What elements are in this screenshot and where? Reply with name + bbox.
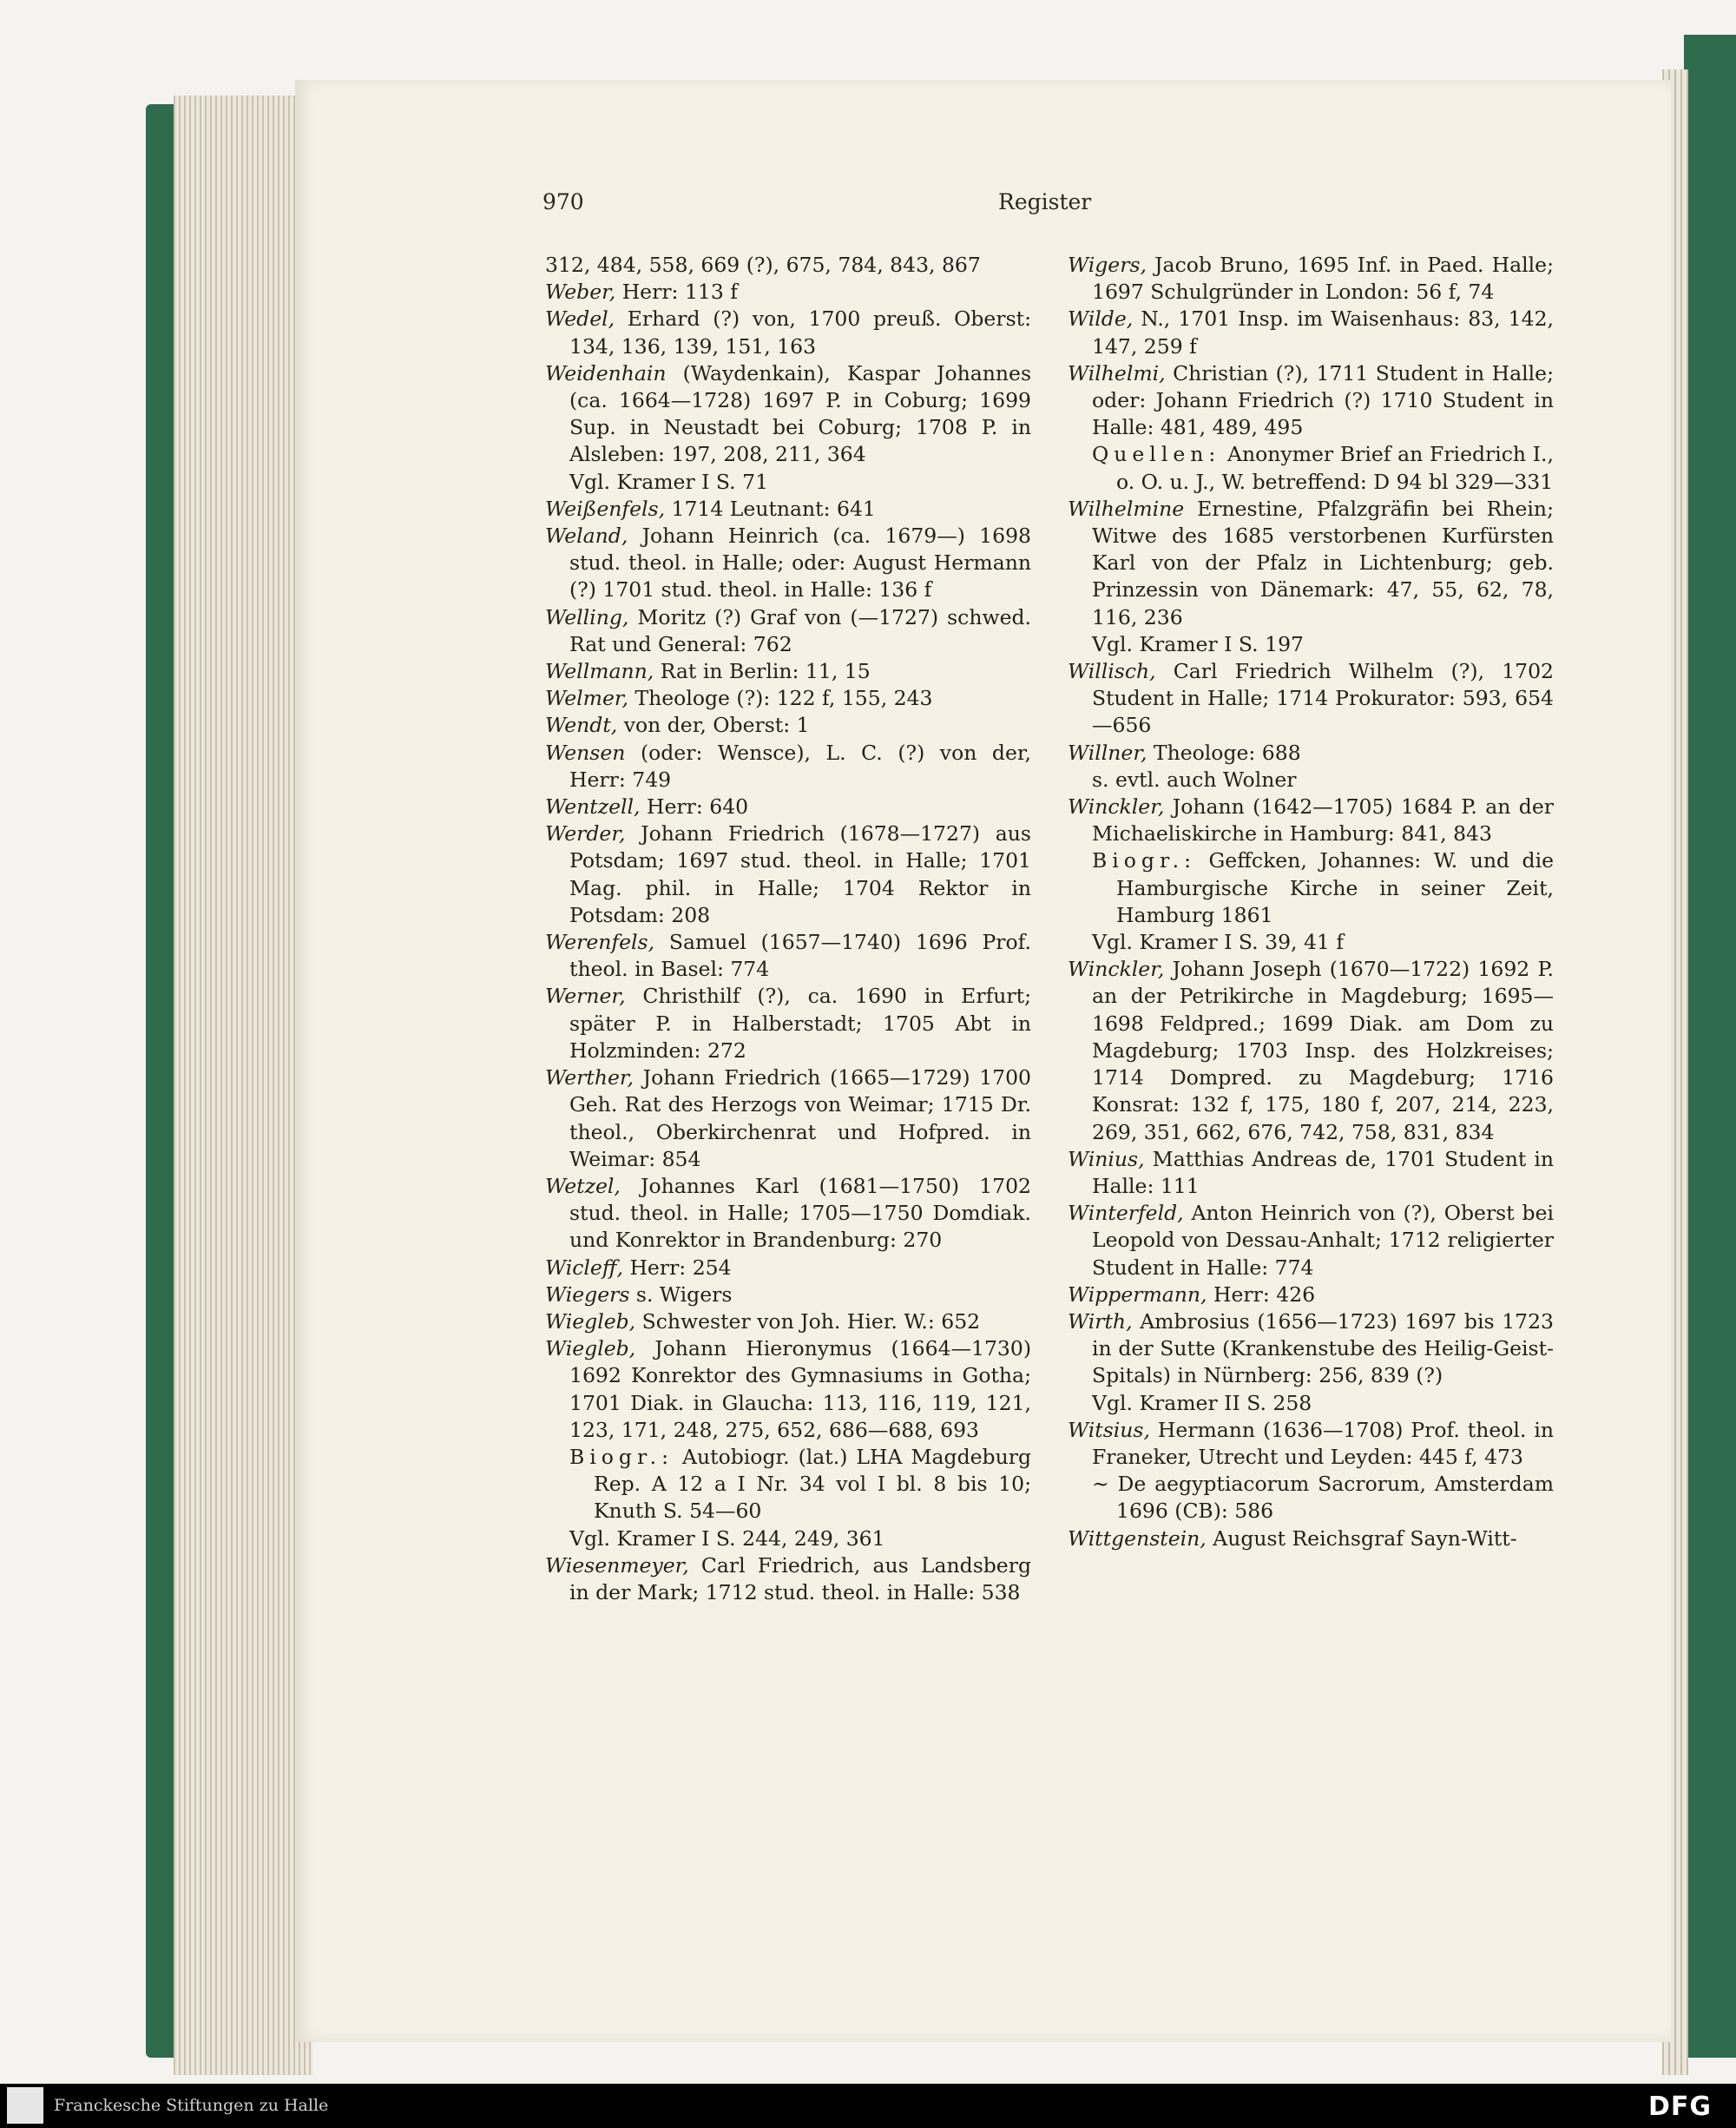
entry-headword: Wiesenmeyer, xyxy=(545,1552,689,1578)
entry-headword: Wensen xyxy=(545,740,626,765)
register-entry xyxy=(545,820,1031,929)
entry-headword: Werenfels, xyxy=(545,930,655,955)
entry-section-label: Biogr.: xyxy=(1092,848,1197,873)
entry-headword: Witsius, xyxy=(1068,1417,1150,1442)
entry-headword: Winckler, xyxy=(1068,957,1165,982)
entry-headword: Winius, xyxy=(1068,1146,1145,1171)
entry-text: (Waydenkain), Kaspar Johannes (ca. 1664—1728) 1697 P. in Coburg; 1699 Sup. in Neustadt bei Coburg; 1708 P. in Alsleben: 197, 208, 211, 364 xyxy=(569,360,1031,467)
entry-headword: Weland, xyxy=(545,524,628,549)
entry-headword: Wentzell, xyxy=(545,794,641,820)
entry-headword: Wirth, xyxy=(1068,1308,1133,1334)
register-entry xyxy=(1068,1390,1554,1417)
entry-headword: Weber, xyxy=(545,280,616,305)
register-entry xyxy=(1068,252,1554,306)
register-entry xyxy=(1068,658,1554,740)
entry-text: Vgl. Kramer I S. 244, 249, 361 xyxy=(569,1525,885,1551)
entry-text: Vgl. Kramer I S. 197 xyxy=(1092,631,1304,656)
entry-headword: Werther, xyxy=(545,1065,634,1090)
entry-text: Jacob Bruno, 1695 Inf. in Paed. Halle; 1697 Schulgründer in London: 56 f, 74 xyxy=(1092,253,1554,305)
register-entry xyxy=(545,252,1031,279)
register-entry xyxy=(1068,441,1554,495)
register-entry xyxy=(545,604,1031,658)
register-entry xyxy=(545,712,1031,739)
register-entry xyxy=(1068,1525,1554,1552)
register-entry xyxy=(545,658,1031,685)
register-entry xyxy=(545,1525,1031,1552)
page-header xyxy=(0,189,1736,224)
entry-text: Herr: 640 xyxy=(640,794,749,820)
entry-text: Johannes Karl (1681—1750) 1702 stud. theol. in Halle; 1705—1750 Domdiak. und Konrektor in Brandenburg: 270 xyxy=(569,1173,1031,1253)
entry-text: Geffcken, Johannes: W. und die Hamburgische Kirche in seiner Zeit, Hamburg 1861 xyxy=(1116,848,1554,927)
entry-headword: Wicleff, xyxy=(545,1255,623,1280)
entry-text: Anton Heinrich von (?), Oberst bei Leopold von Dessau-Anhalt; 1712 religierter Student in Halle: 774 xyxy=(1092,1201,1554,1280)
entry-headword: Wittgenstein, xyxy=(1068,1525,1207,1551)
institution-logo-icon xyxy=(7,2087,43,2124)
entry-section-label: Biogr.: xyxy=(569,1444,674,1469)
entry-headword: Wigers, xyxy=(1068,253,1147,277)
entry-text: Rat in Berlin: 11, 15 xyxy=(654,659,871,684)
register-entry xyxy=(545,1444,1031,1525)
register-entry xyxy=(1068,631,1554,658)
register-entry xyxy=(1068,306,1554,359)
entry-text: Herr: 426 xyxy=(1207,1281,1316,1307)
register-entry xyxy=(545,1173,1031,1255)
register-entry xyxy=(545,685,1031,712)
entry-headword: Wilhelmi, xyxy=(1068,360,1166,385)
register-entry xyxy=(545,496,1031,523)
entry-text: Schwester von Joh. Hier. W.: 652 xyxy=(635,1308,981,1334)
register-entry xyxy=(1068,1281,1554,1308)
running-head: Register xyxy=(998,189,1092,214)
register-entry xyxy=(1068,847,1554,929)
entry-text: Moritz (?) Graf von (—1727) schwed. Rat und General: 762 xyxy=(569,604,1031,656)
entry-headword: Wetzel, xyxy=(545,1173,621,1198)
entry-text: Johann Heinrich (ca. 1679—) 1698 stud. theol. in Halle; oder: August Hermann (?) 1701 stud. theol. in Halle: 136 f xyxy=(569,524,1031,603)
register-entry xyxy=(1068,1417,1554,1471)
entry-text: Hermann (1636—1708) Prof. theol. in Franeker, Utrecht und Leyden: 445 f, 473 xyxy=(1092,1417,1554,1469)
entry-text: s. evtl. auch Wolner xyxy=(1092,767,1297,792)
entry-text: Johann Friedrich (1665—1729) 1700 Geh. Rat des Herzogs von Weimar; 1715 Dr. theol., Oberkirchenrat und Hofpred. in Weimar: 854 xyxy=(569,1065,1031,1171)
entry-headword: Weidenhain xyxy=(545,360,667,385)
register-entry xyxy=(1068,496,1554,631)
entry-text: s. Wigers xyxy=(629,1281,733,1307)
entry-headword: Wiegleb, xyxy=(545,1308,636,1334)
entry-text: Samuel (1657—1740) 1696 Prof. theol. in Basel: 774 xyxy=(569,930,1031,982)
entry-headword: Wellmann, xyxy=(545,659,654,684)
entry-text: Ernestine, Pfalzgräfin bei Rhein; Witwe des 1685 verstorbenen Kurfürsten Karl von der Pfalz in Lichtenburg; geb. Prinzessin von Dänemark: 47, 55, 62, 78, 116, 236 xyxy=(1092,496,1554,629)
page-edges-left xyxy=(174,96,312,2075)
right-column xyxy=(1068,252,1554,1552)
entry-text: Christian (?), 1711 Student in Halle; oder: Johann Friedrich (?) 1710 Student in Halle: 481, 489, 495 xyxy=(1092,360,1554,440)
entry-text: Autobiogr. (lat.) LHA Magdeburg Rep. A 12 a I Nr. 34 vol I bl. 8 bis 10; Knuth S. 54—60 xyxy=(594,1444,1031,1524)
entry-headword: Winckler, xyxy=(1068,794,1165,820)
register-entry xyxy=(1068,1146,1554,1200)
entry-headword: Willisch, xyxy=(1068,659,1156,684)
entry-text: Johann Hieronymus (1664—1730) 1692 Konrektor des Gymnasiums in Gotha; 1701 Diak. in Glaucha: 113, 116, 119, 121, 123, 171, 248, 275, 652, 686—688, 693 xyxy=(569,1336,1031,1442)
entry-text: 312, 484, 558, 669 (?), 675, 784, 843, 867 xyxy=(545,253,981,277)
institution-name: Franckesche Stiftungen zu Halle xyxy=(54,2096,329,2115)
entry-text: Johann Joseph (1670—1722) 1692 P. an der Petrikirche in Magdeburg; 1695—1698 Feldpred.; 1699 Diak. am Dom zu Magdeburg; 1703 Insp. des Holzkreises; 1714 Dompred. zu Magdeburg; 1716 Konsrat: 132 f, 175, 180 f, 207, 214, 223, 269, 351, 662, 676, 742, 758, 831, 834 xyxy=(1092,957,1554,1144)
register-entry xyxy=(545,1255,1031,1281)
register-entry xyxy=(1068,740,1554,767)
entry-text: Vgl. Kramer I S. 39, 41 f xyxy=(1092,930,1345,955)
entry-text: von der, Oberst: 1 xyxy=(617,713,810,738)
register-entry xyxy=(545,306,1031,359)
entry-headword: Wiegers xyxy=(545,1281,630,1307)
register-entry xyxy=(545,1552,1031,1606)
entry-headword: Wilde, xyxy=(1068,306,1134,332)
register-entry xyxy=(545,360,1031,469)
register-entry xyxy=(545,1064,1031,1173)
register-entry xyxy=(1068,956,1554,1145)
entry-text: Herr: 113 f xyxy=(615,280,738,305)
entry-text: Carl Friedrich, aus Landsberg in der Mark; 1712 stud. theol. in Halle: 538 xyxy=(569,1552,1031,1604)
register-entry xyxy=(545,469,1031,496)
register-entry xyxy=(545,1335,1031,1444)
register-entry xyxy=(545,279,1031,306)
entry-text: 1714 Leutnant: 641 xyxy=(665,496,876,521)
entry-section-label: Quellen: xyxy=(1092,442,1221,467)
entry-text: Matthias Andreas de, 1701 Student in Halle: 111 xyxy=(1092,1146,1554,1198)
register-entry xyxy=(1068,1471,1554,1525)
entry-text: Vgl. Kramer II S. 258 xyxy=(1092,1390,1312,1415)
register-entry xyxy=(1068,794,1554,847)
entry-text: N., 1701 Insp. im Waisenhaus: 83, 142, 147, 259 f xyxy=(1092,306,1554,359)
entry-text: Theologe: 688 xyxy=(1147,740,1301,765)
entry-text: Vgl. Kramer I S. 71 xyxy=(569,469,769,494)
footer-bar xyxy=(0,2084,1736,2128)
entry-headword: Winterfeld, xyxy=(1068,1201,1184,1226)
entry-headword: Werder, xyxy=(545,821,626,847)
entry-text: Herr: 254 xyxy=(622,1255,732,1280)
entry-text: Theologe (?): 122 f, 155, 243 xyxy=(628,686,933,711)
register-entry xyxy=(1068,360,1554,442)
entry-text: (oder: Wensce), L. C. (?) von der, Herr: 749 xyxy=(569,740,1031,792)
book-cover-right xyxy=(1684,35,1736,2058)
entry-text: ∼ De aegyptiacorum Sacrorum, Amsterdam 1696 (CB): 586 xyxy=(1092,1472,1554,1524)
register-entry xyxy=(545,740,1031,794)
entry-headword: Wilhelmine xyxy=(1068,496,1185,521)
entry-headword: Welmer, xyxy=(545,686,628,711)
left-column xyxy=(545,252,1031,1606)
entry-text: Christhilf (?), ca. 1690 in Erfurt; später P. in Halberstadt; 1705 Abt in Holzminden: 272 xyxy=(569,984,1031,1063)
register-entry xyxy=(545,794,1031,820)
entry-text: Anonymer Brief an Friedrich I., o. O. u. J., W. betreffend: D 94 bl 329—331 xyxy=(1116,442,1554,494)
entry-headword: Wippermann, xyxy=(1068,1281,1207,1307)
register-entry xyxy=(545,983,1031,1064)
entry-text: Johann (1642—1705) 1684 P. an der Michaeliskirche in Hamburg: 841, 843 xyxy=(1092,794,1554,847)
entry-headword: Willner, xyxy=(1068,740,1147,765)
entry-text: Carl Friedrich Wilhelm (?), 1702 Student in Halle; 1714 Prokurator: 593, 654—656 xyxy=(1092,659,1554,738)
page-number: 970 xyxy=(542,189,584,214)
register-entry xyxy=(545,929,1031,983)
entry-text: August Reichsgraf Sayn-Witt- xyxy=(1206,1525,1517,1551)
register-entry xyxy=(545,523,1031,604)
register-entry xyxy=(1068,1308,1554,1390)
entry-text: Johann Friedrich (1678—1727) aus Potsdam; 1697 stud. theol. in Halle; 1701 Mag. phil. in Halle; 1704 Rektor in Potsdam: 208 xyxy=(569,821,1031,927)
register-entry xyxy=(1068,1200,1554,1281)
register-entry xyxy=(545,1281,1031,1308)
entry-headword: Welling, xyxy=(545,604,629,629)
entry-headword: Wedel, xyxy=(545,306,615,332)
entry-headword: Wendt, xyxy=(545,713,618,738)
entry-headword: Werner, xyxy=(545,984,626,1009)
register-entry xyxy=(1068,929,1554,956)
entry-headword: Wiegleb, xyxy=(545,1336,636,1361)
register-entry xyxy=(1068,767,1554,794)
entry-text: Erhard (?) von, 1700 preuß. Oberst: 134, 136, 139, 151, 163 xyxy=(569,306,1031,359)
entry-text: Ambrosius (1656—1723) 1697 bis 1723 in der Sutte (Krankenstube des Heilig-Geist-Spitals) in Nürnberg: 256, 839 (?) xyxy=(1092,1308,1554,1388)
register-entry xyxy=(545,1308,1031,1335)
entry-headword: Weißenfels, xyxy=(545,496,666,521)
dfg-logo: DFG xyxy=(1647,2092,1712,2122)
